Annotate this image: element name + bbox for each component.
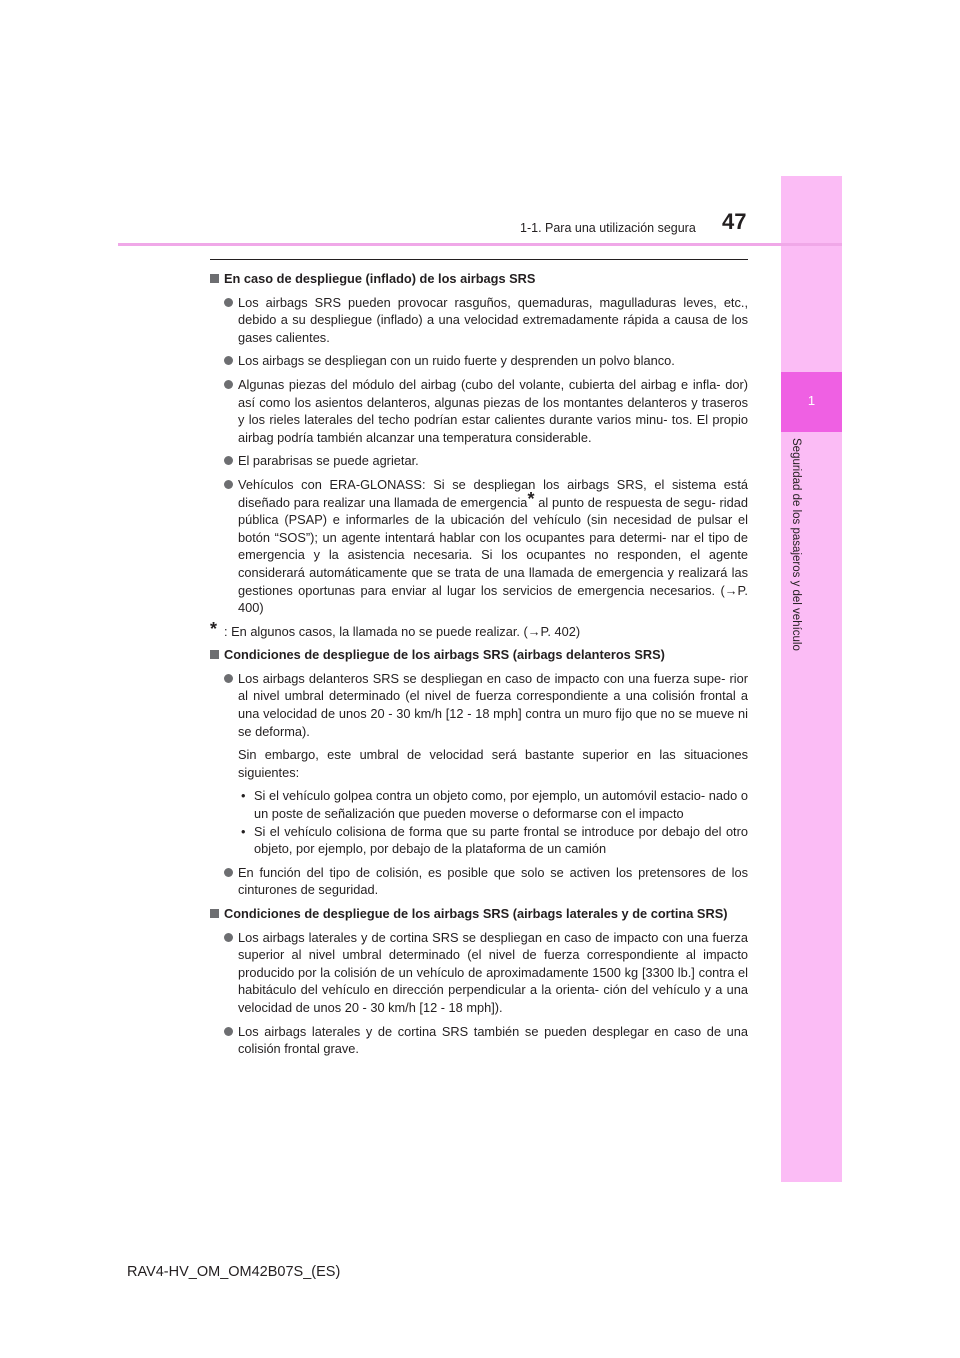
section-heading [210, 270, 748, 288]
bullet-text: Algunas piezas del módulo del airbag (cubo del volante, cubierta del airbag e infla- dor) así como los asientos delanteros, algunas piezas de los montantes delanteros y traseros y los rieles laterales del techo podrían estar calientes durante varios minu- tos. El propio airbag podría también alcanzar una temperatura considerable. [238, 376, 748, 445]
header-rule [118, 243, 842, 246]
bullet-item [210, 352, 748, 370]
circle-bullet-icon [224, 356, 233, 365]
sub-bullet-marker: • [241, 823, 246, 839]
square-bullet-icon [210, 650, 219, 659]
bullet-text-cont: al punto de respuesta de segu- ridad pública (PSAP) e informarles de la ubicación del vehículo (sin necesidad de pulsar el botón “SOS”); un agente intentará hablar con los ocupantes para determi- nar el tipo de emergencia y la asistencia necesaria. Si los ocupantes no responden, el agente considerará automáticamente que se trata de una llamada de emergencia y realizará las gestiones oportunas para enviar al lugar los servicios de emergencia necesarios. (→P. 400) [238, 494, 748, 616]
circle-bullet-icon [224, 380, 233, 389]
square-bullet-icon [210, 274, 219, 283]
content-rule [210, 259, 748, 260]
bullet-text: En función del tipo de colisión, es posible que solo se activen los pretensores de los cinturones de seguridad. [238, 864, 748, 898]
section-header: 1-1. Para una utilización segura [520, 221, 696, 235]
bullet-item [210, 670, 748, 740]
footnote-text: : En algunos casos, la llamada no se puede realizar. (→P. 402) [224, 623, 581, 639]
chapter-title: Seguridad de los pasajeros y del vehículo [790, 438, 802, 651]
bullet-text: Vehículos con ERA-GLONASS: Si se despliegan los airbags SRS, el sistema está diseñado para realizar una llamada de emergencia [238, 476, 748, 510]
bullet-item [210, 864, 748, 899]
heading-text: En caso de despliegue (inflado) de los airbags SRS [224, 271, 536, 286]
sub-bullet-marker: • [241, 788, 246, 804]
heading-text: Condiciones de despliegue de los airbags SRS (airbags laterales y de cortina SRS) [224, 906, 728, 921]
page-content [210, 264, 748, 1064]
bullet-item [210, 452, 748, 470]
section-heading [210, 646, 748, 664]
sub-item-text: Si el vehículo colisiona de forma que su parte frontal se introduce por debajo del otro objeto, por ejemplo, por debajo de la plataforma de un camión [254, 823, 748, 857]
circle-bullet-icon [224, 480, 233, 489]
bullet-item [210, 376, 748, 446]
circle-bullet-icon [224, 674, 233, 683]
footer-code: RAV4-HV_OM_OM42B07S_(ES) [127, 1264, 341, 1280]
bullet-text: Los airbags SRS pueden provocar rasguños, quemaduras, magulladuras leves, etc., debido a su despliegue (inflado) a una velocidad extremadamente rápida a causa de los gases calientes. [238, 294, 748, 345]
circle-bullet-icon [224, 456, 233, 465]
circle-bullet-icon [224, 298, 233, 307]
sub-item-text: Si el vehículo golpea contra un objeto como, por ejemplo, un automóvil estacio- nado o un poste de señalización que pueden moverse o deformarse con el impacto [254, 788, 748, 822]
footnote [210, 618, 748, 641]
bullet-text: Los airbags se despliegan con un ruido fuerte y desprenden un polvo blanco. [238, 353, 675, 369]
circle-bullet-icon [224, 1027, 233, 1036]
footnote-marker: * [210, 618, 218, 639]
bullet-text: Los airbags laterales y de cortina SRS se despliegan en caso de impacto con una fuerza superior al nivel umbral determinado (el nivel de fuerza correspondiente al impacto producido por la colisión de un vehículo de aproximadamente 1500 kg [3300 lb.] contra el habitáculo del vehículo en dirección perpendicular a la orienta- ción del vehículo y a una velocidad de unos 20 - 30 km/h [12 - 18 mph]). [238, 929, 748, 1015]
bullet-item [210, 1023, 748, 1058]
page-number: 47 [722, 209, 747, 234]
bullet-text: Los airbags laterales y de cortina SRS también se pueden desplegar en caso de una colisión frontal grave. [238, 1023, 748, 1057]
side-tab [781, 176, 842, 1182]
bullet-item [210, 929, 748, 1017]
circle-bullet-icon [224, 868, 233, 877]
sub-item [210, 787, 748, 822]
chapter-number: 1 [807, 393, 816, 408]
sub-item [210, 823, 748, 858]
footnote-star: * [527, 488, 535, 509]
bullet-text: Los airbags delanteros SRS se despliegan en caso de impacto con una fuerza supe- rior al nivel umbral determinado (el nivel de fuerza correspondiente a una colisión frontal a una velocidad de unos 20 - 30 km/h [12 - 18 mph] contra un muro fijo que no se mueve ni se deforma). [238, 670, 748, 739]
bullet-item [210, 294, 748, 347]
section-heading [210, 905, 748, 923]
paragraph: Sin embargo, este umbral de velocidad será bastante superior en las situaciones siguientes: [238, 747, 748, 780]
heading-text: Condiciones de despliegue de los airbags SRS (airbags delanteros SRS) [224, 647, 665, 663]
bullet-item [210, 476, 748, 617]
square-bullet-icon [210, 909, 219, 918]
bullet-text: El parabrisas se puede agrietar. [238, 453, 419, 469]
circle-bullet-icon [224, 933, 233, 942]
